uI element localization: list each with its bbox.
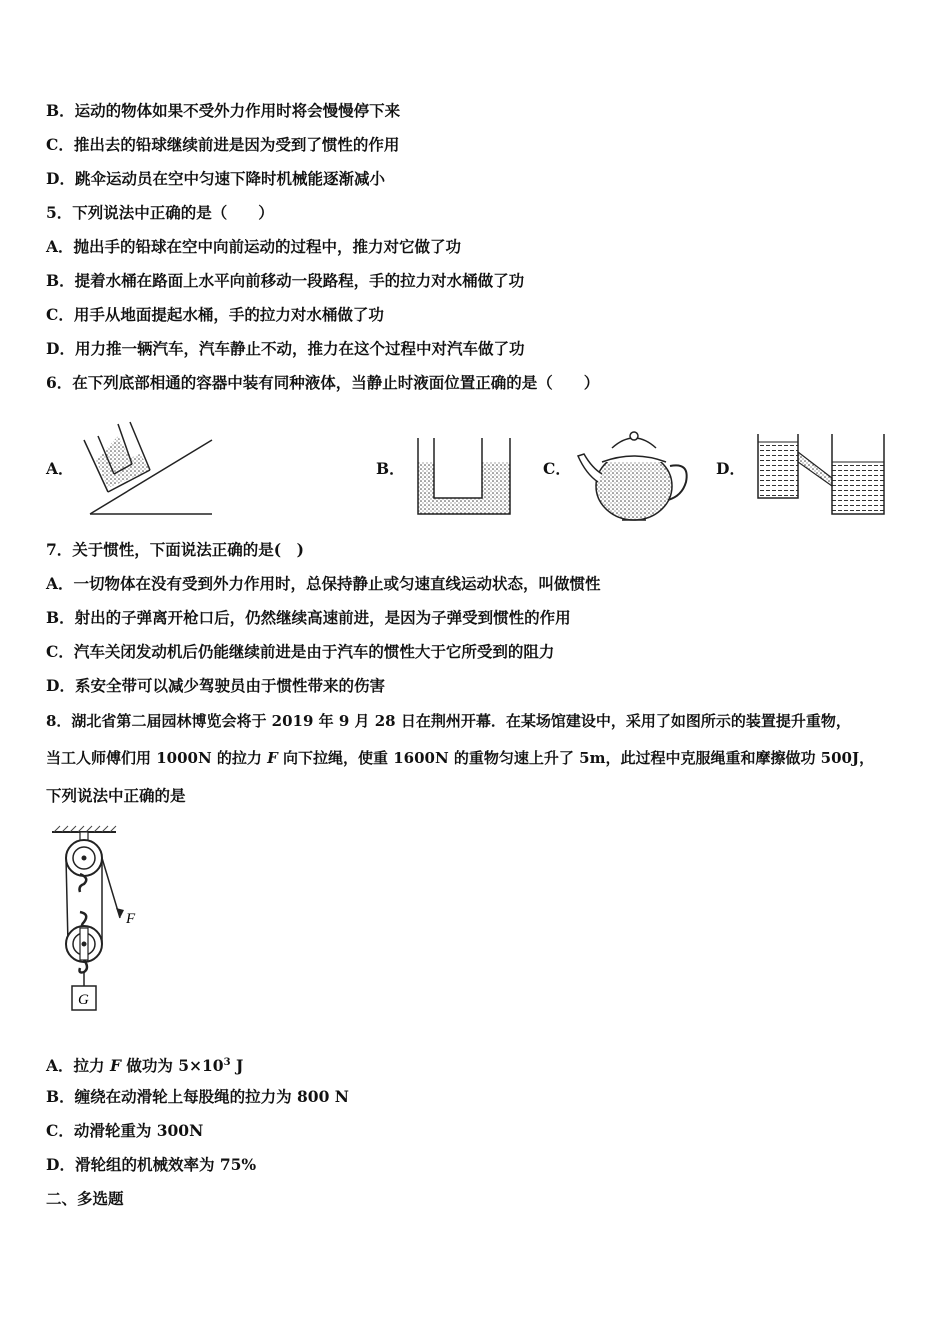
q8-stem-line3: 下列说法中正确的是	[46, 786, 186, 805]
q8-line2-pre: 当工人师傅们用 1000N 的拉力	[46, 749, 268, 767]
q6-figure-c-teapot	[572, 424, 694, 524]
q8-option-c: C．动滑轮重为 300N	[46, 1121, 204, 1140]
q6-figure-a-slanted-container	[78, 418, 218, 518]
q6-figure-d-connected-tanks	[748, 428, 892, 520]
q6-label-b: B．	[376, 459, 405, 478]
q8-figure-weight-label: G	[78, 992, 89, 1008]
q7-option-b: B．射出的子弹离开枪口后，仍然继续高速前进，是因为子弹受到惯性的作用	[46, 608, 571, 627]
q7-stem: 7．关于惯性，下面说法正确的是( )	[46, 540, 304, 559]
q8-a-pre: A．拉力	[46, 1056, 110, 1076]
q8-pulley-figure	[40, 822, 140, 1022]
q8-stem-line1: 8．湖北省第二届园林博览会将于 2019 年 9 月 28 日在荆州开幕．在某场馆建设中，采用了如图所示的装置提升重物，	[46, 712, 851, 730]
q4-option-d: D．跳伞运动员在空中匀速下降时机械能逐渐减小	[46, 169, 385, 188]
section-heading-multiple-choice: 二、多选题	[46, 1189, 124, 1208]
q8-a-var: F	[109, 1056, 121, 1076]
q8-a-post: J	[230, 1056, 244, 1076]
q6-stem: 6．在下列底部相通的容器中装有同种液体，当静止时液面位置正确的是（ ）	[46, 373, 600, 392]
q4-option-c: C．推出去的铅球继续前进是因为受到了惯性的作用	[46, 135, 400, 154]
q8-line2-post: 向下拉绳，使重 1600N 的重物匀速上升了 5m，此过程中克服绳重和摩擦做功 500J，	[277, 749, 875, 767]
q8-option-a	[46, 1052, 243, 1077]
q5-option-c: C．用手从地面提起水桶，手的拉力对水桶做了功	[46, 305, 384, 324]
q6-label-a: A．	[46, 459, 74, 478]
q8-a-sup: 3	[223, 1057, 231, 1068]
q6-figure-b-u-tube	[408, 432, 518, 520]
q5-option-d: D．用力推一辆汽车，汽车静止不动，推力在这个过程中对汽车做了功	[46, 339, 525, 358]
q8-line2-var: F	[267, 749, 278, 767]
q6-label-c: C．	[543, 459, 571, 478]
q5-option-a: A．抛出手的铅球在空中向前运动的过程中，推力对它做了功	[46, 237, 462, 256]
q8-stem-line2	[46, 747, 874, 769]
q7-option-a: A．一切物体在没有受到外力作用时，总保持静止或匀速直线运动状态，叫做惯性	[46, 574, 601, 593]
q6-label-d: D．	[716, 459, 745, 478]
q7-option-c: C．汽车关闭发动机后仍能继续前进是由于汽车的惯性大于它所受到的阻力	[46, 642, 555, 661]
q7-option-d: D．系安全带可以减少驾驶员由于惯性带来的伤害	[46, 676, 385, 695]
q8-option-d: D．滑轮组的机械效率为 75%	[46, 1155, 257, 1174]
q8-figure-force-label: F	[126, 911, 136, 927]
q5-option-b: B．提着水桶在路面上水平向前移动一段路程，手的拉力对水桶做了功	[46, 271, 525, 290]
q8-a-mid: 做功为 5×10	[120, 1056, 224, 1076]
q4-option-b: B．运动的物体如果不受外力作用时将会慢慢停下来	[46, 101, 401, 120]
q8-option-b: B．缠绕在动滑轮上每股绳的拉力为 800 N	[46, 1087, 349, 1106]
q5-stem: 5．下列说法中正确的是（ ）	[46, 203, 274, 222]
